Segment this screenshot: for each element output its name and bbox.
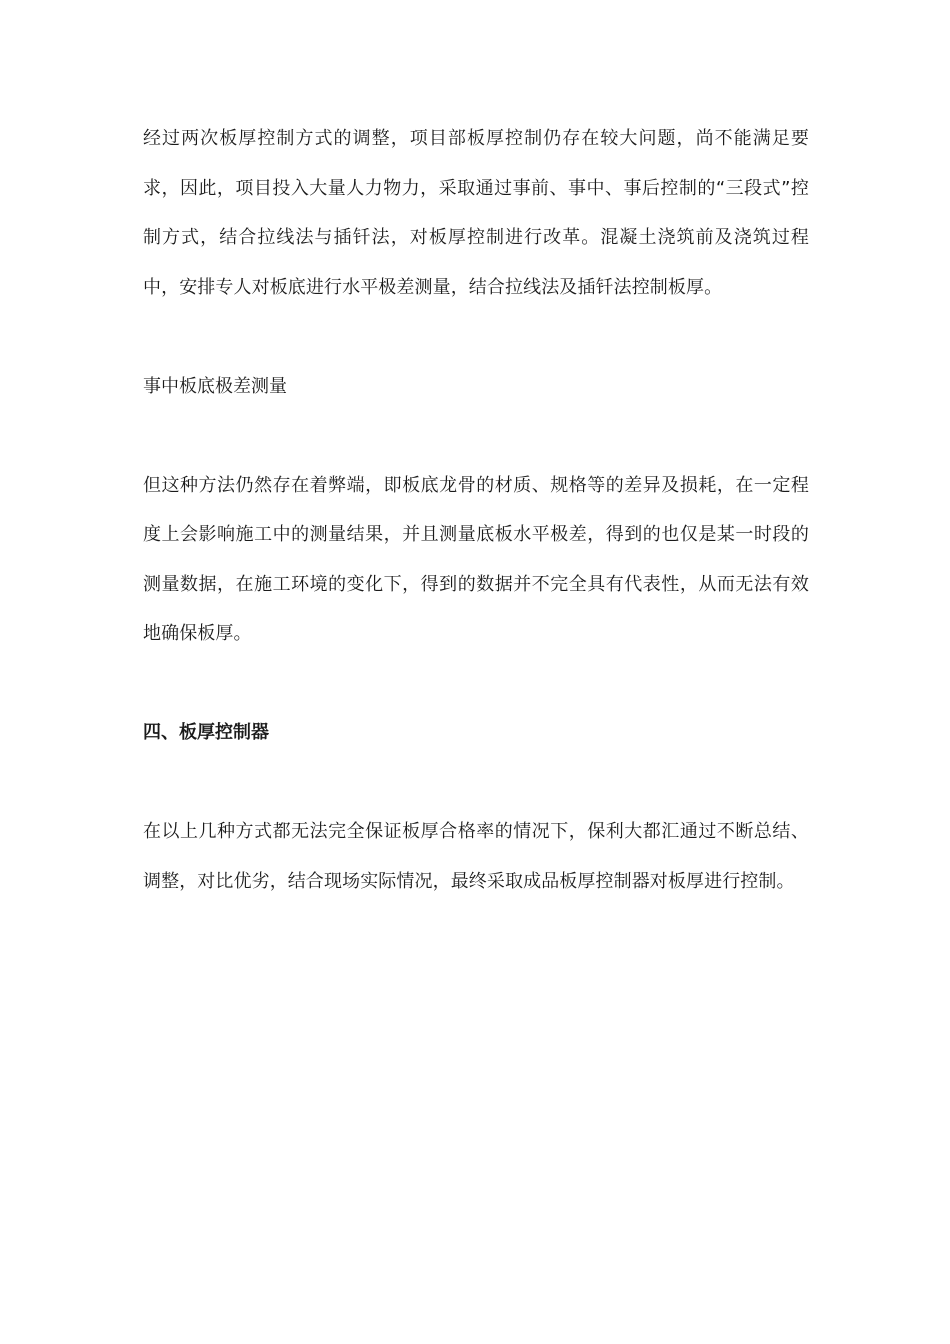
paragraph-method-drawbacks: 但这种方法仍然存在着弊端，即板底龙骨的材质、规格等的差异及损耗，在一定程度上会影响施工中的测量结果，并且测量底板水平极差，得到的也仅是某一时段的测量数据，在施工环境的变化下，得到的数据并不完全具有代表性，从而无法有效地确保板厚。 [143, 474, 809, 644]
section-heading-thickness-controller: 四、板厚控制器 [143, 722, 269, 743]
paragraph-final-solution: 在以上几种方式都无法完全保证板厚合格率的情况下，保利大都汇通过不断总结、调整，对比优劣，结合现场实际情况，最终采取成品板厚控制器对板厚进行控制。 [143, 821, 809, 892]
paragraph-plate-thickness-adjustment: 经过两次板厚控制方式的调整，项目部板厚控制仍存在较大问题，尚不能满足要求，因此，项目投入大量人力物力，采取通过事前、事中、事后控制的“三段式”控制方式，结合拉线法与插钎法，对板厚控制进行改革。混凝土浇筑前及浇筑过程中，安排专人对板底进行水平极差测量，结合拉线法及插钎法控制板厚。 [143, 128, 809, 298]
paragraph-spacer [143, 758, 809, 808]
paragraph-spacer [143, 659, 809, 709]
document-body [143, 114, 809, 906]
subheading-mid-process-measurement: 事中板底极差测量 [143, 375, 287, 397]
paragraph-spacer [143, 411, 809, 461]
paragraph-spacer [143, 312, 809, 362]
